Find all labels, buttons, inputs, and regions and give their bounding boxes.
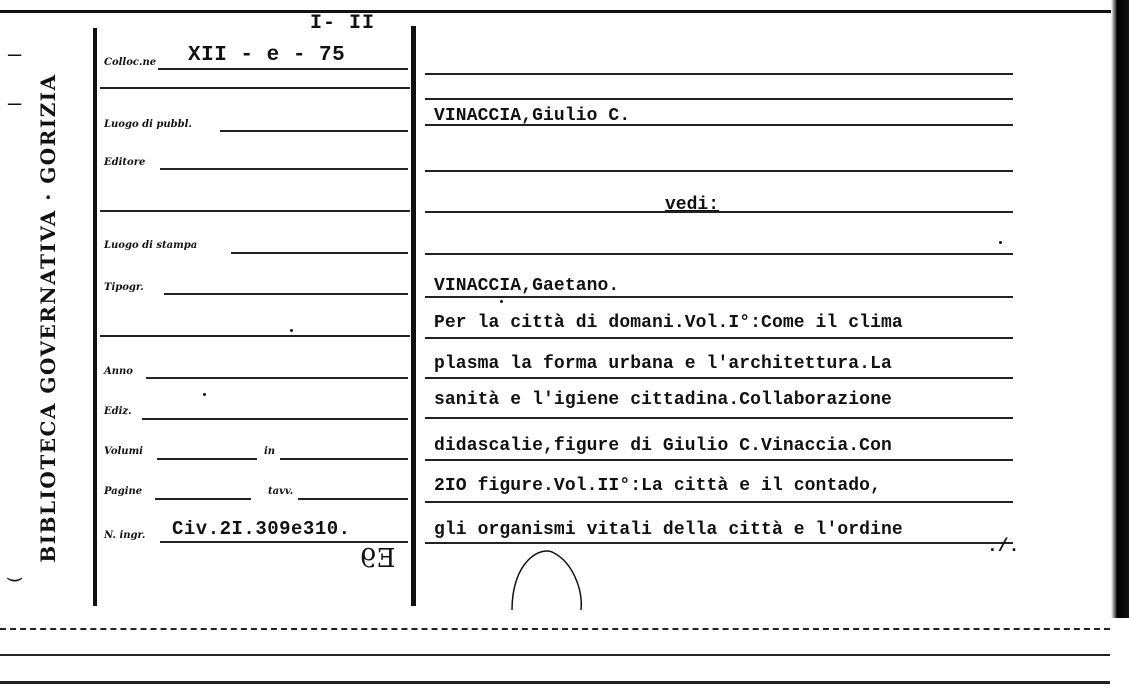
volumes-in-line	[280, 458, 408, 460]
volumes-in-label: in	[264, 446, 276, 457]
handwritten-mark: E9	[360, 544, 396, 574]
column-divider-right	[411, 26, 416, 606]
ruled-line	[425, 337, 1013, 339]
ruled-line	[425, 124, 1013, 126]
edition-label: Ediz.	[104, 406, 132, 417]
scan-right-edge	[1111, 0, 1129, 687]
description-line: gli organismi vitali della città e l'ordine	[434, 520, 903, 540]
ruled-line	[425, 296, 1013, 298]
left-border-mark: —	[8, 92, 22, 117]
ruled-line	[425, 459, 1013, 461]
description-line: Per la città di domani.Vol.I°:Come il clima	[434, 313, 903, 333]
plates-line	[298, 498, 408, 500]
year-label: Anno	[104, 366, 133, 377]
author-entry: VINACCIA,Gaetano.	[434, 276, 620, 296]
volumes-label: Volumi	[104, 446, 143, 457]
left-border-mark: ‿	[8, 558, 22, 583]
scan-bottom-line	[0, 654, 1110, 656]
pages-label: Pagine	[104, 486, 143, 497]
ruled-line	[425, 211, 1013, 213]
scan-speck	[203, 393, 206, 396]
ruled-line	[425, 417, 1013, 419]
plates-label: tavv.	[268, 486, 294, 497]
see-reference: vedi:	[665, 195, 720, 215]
description-line: didascalie,figure di Giulio C.Vinaccia.Con	[434, 436, 892, 456]
ruled-line	[425, 170, 1013, 172]
ruled-line	[425, 542, 1013, 544]
inventory-label: N. ingr.	[104, 530, 146, 541]
institution-title: BIBLIOTECA GOVERNATIVA · GORIZIA	[36, 73, 60, 563]
edition-line	[142, 418, 408, 420]
ruled-line	[425, 98, 1013, 100]
section-divider	[100, 335, 410, 337]
scan-speck	[290, 329, 293, 332]
publisher-label: Editore	[104, 157, 146, 168]
volumes-line	[157, 458, 257, 460]
scan-bottom-line	[0, 628, 1110, 630]
section-divider	[100, 210, 410, 212]
scan-bottom-line	[0, 681, 1110, 684]
ruled-line	[425, 253, 1013, 255]
section-divider	[100, 87, 410, 89]
left-border-mark: —	[8, 43, 22, 68]
printer-line	[164, 293, 408, 295]
description-line: sanità e l'igiene cittadina.Collaborazione	[434, 390, 892, 410]
column-divider-left	[93, 28, 97, 606]
scan-speck	[999, 241, 1002, 244]
collocation-line	[158, 68, 408, 70]
ruled-line	[425, 501, 1013, 503]
publisher-line	[160, 168, 408, 170]
primary-author-entry: VINACCIA,Giulio C.	[434, 106, 631, 126]
ruled-line	[425, 73, 1013, 75]
scan-speck	[500, 300, 503, 303]
continuation-mark: ./.	[987, 537, 1020, 557]
description-line: plasma la forma urbana e l'architettura.La	[434, 354, 892, 374]
collocation-label: Colloc.ne	[104, 57, 157, 68]
printing-place-line	[231, 252, 408, 254]
publication-place-line	[220, 130, 408, 132]
collocation-value: XII - e - 75	[188, 44, 346, 67]
pages-line	[155, 498, 251, 500]
year-line	[146, 377, 408, 379]
ruled-line	[425, 377, 1013, 379]
inventory-line	[160, 541, 408, 543]
scan-top-edge	[0, 0, 1129, 13]
printer-label: Tipogr.	[104, 282, 144, 293]
inventory-value: Civ.2I.309e310.	[172, 518, 351, 540]
stamp-outline-icon	[507, 545, 587, 615]
publication-place-label: Luogo di pubbl.	[104, 119, 192, 130]
printing-place-label: Luogo di stampa	[104, 240, 198, 251]
card-identifier: I- II	[310, 12, 376, 35]
description-line: 2IO figure.Vol.II°:La città e il contado,	[434, 476, 881, 496]
